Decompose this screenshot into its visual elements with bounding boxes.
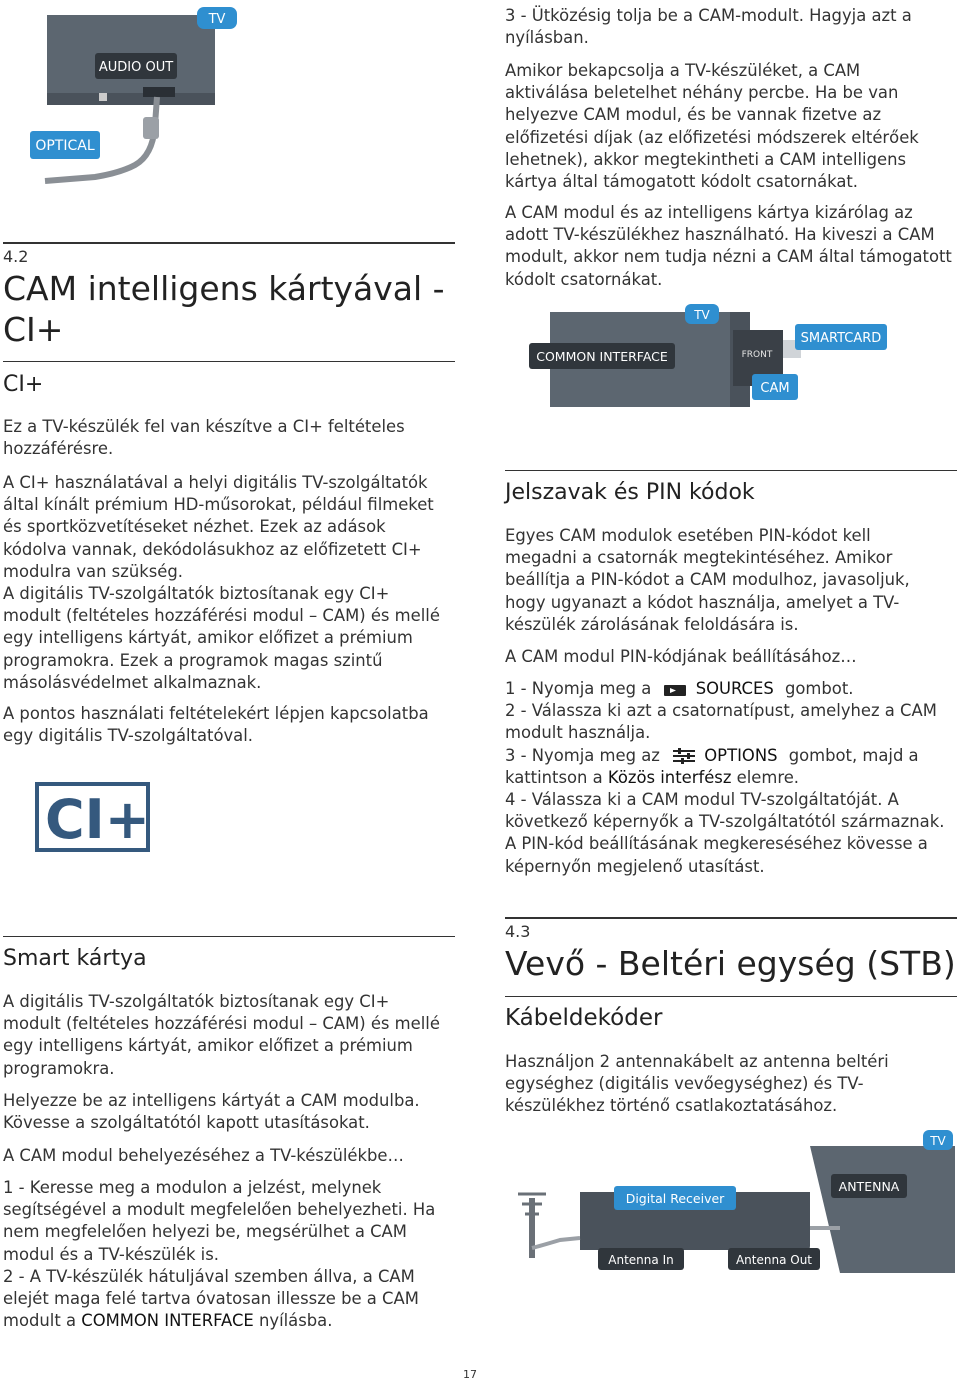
optical-text: OPTICAL bbox=[35, 138, 95, 154]
text-line: lehetnek), akkor megtekintheti a CAM intelligens bbox=[505, 149, 907, 169]
text-line: modul és a TV-készülék is. bbox=[3, 1244, 219, 1264]
text-span: 1 - Nyomja meg a bbox=[505, 679, 652, 698]
cam-step3 bbox=[505, 5, 960, 49]
text-line: adott TV-készülékhez használható. Ha kiveszi a CAM bbox=[505, 225, 935, 245]
common-interface-key: COMMON INTERFACE bbox=[81, 1311, 254, 1331]
section-rule-top bbox=[3, 242, 455, 244]
text-span: kattintson a bbox=[505, 767, 603, 787]
common-interface-menu-key: Közös interfész bbox=[607, 767, 732, 787]
smart-card-p2 bbox=[3, 1090, 463, 1134]
text-line: A CAM modul és az intelligens kártya kizárólag az bbox=[505, 203, 913, 222]
text-line bbox=[3, 1310, 463, 1332]
text-span: nyílásba. bbox=[258, 1311, 333, 1331]
text-line bbox=[505, 767, 960, 789]
text-span: gombot, majd a bbox=[788, 745, 919, 765]
text-line: elejét maga felé tartva óvatosan illessze be a CAM bbox=[3, 1289, 419, 1309]
text-line: másolásvédelmet alkalmaznak. bbox=[3, 672, 262, 692]
text-line: modulra van szükség. bbox=[3, 561, 183, 581]
options-icon bbox=[673, 748, 695, 764]
text-line: 2 - Válassza ki azt a csatornatípust, amelyhez a CAM bbox=[505, 701, 937, 721]
pin-p1 bbox=[505, 525, 960, 636]
text-line: programokra. bbox=[3, 1058, 115, 1078]
text-line: egy intelligens kártyát, amikor előfizet a prémium bbox=[3, 628, 413, 648]
text-line: Egyes CAM modulok esetében PIN-kódot kell bbox=[505, 526, 871, 545]
pin-steps bbox=[505, 678, 960, 878]
text-line: képernyőn megjelenő utasítást. bbox=[505, 856, 765, 876]
smart-card-heading: Smart kártya bbox=[3, 946, 147, 971]
tv-badge-label: TV bbox=[694, 308, 710, 322]
sources-icon bbox=[664, 683, 686, 697]
common-interface-figure bbox=[525, 302, 905, 412]
front-text: FRONT bbox=[741, 350, 773, 360]
text-line: kártya által támogatott kódolt csatornákat. bbox=[505, 172, 859, 192]
text-line: Helyezze be az intelligens kártyát a CAM modulba. bbox=[3, 1091, 420, 1110]
section-rule-bottom bbox=[3, 361, 455, 362]
text-line: segítségével a modult megfelelően behelyezheti. Ha bbox=[3, 1200, 436, 1220]
text-line: egy digitális TV-szolgáltatóval. bbox=[3, 726, 253, 746]
page-number: 17 bbox=[463, 1368, 477, 1381]
optical-plug bbox=[143, 117, 159, 139]
section-4-3-number: 4.3 bbox=[505, 922, 531, 941]
text-line: nyílásban. bbox=[505, 28, 589, 48]
smart-card-step1 bbox=[3, 1177, 463, 1266]
text-line: A CI+ használatával a helyi digitális TV-szolgáltatók bbox=[3, 473, 428, 492]
antenna-in-text: Antenna In bbox=[608, 1253, 674, 1267]
section-4-3-rule-top bbox=[505, 917, 957, 919]
ci-plus-logo bbox=[35, 782, 150, 852]
text-span: gombot. bbox=[785, 679, 854, 698]
common-interface-text: COMMON INTERFACE bbox=[536, 349, 668, 364]
text-line: helyezve CAM modul, és be vannak fizetve az bbox=[505, 105, 882, 125]
text-span: 3 - Nyomja meg az bbox=[505, 745, 660, 765]
text-line: Kövesse a szolgáltatótól kapott utasításokat. bbox=[3, 1113, 370, 1133]
pin-heading: Jelszavak és PIN kódok bbox=[505, 480, 755, 505]
tv-badge-label: TV bbox=[930, 1134, 946, 1148]
section-title-line2: CI+ bbox=[3, 310, 64, 349]
smart-card-p3: A CAM modul behelyezéséhez a TV-készülékbe… bbox=[3, 1146, 404, 1165]
text-line: készülékhez történő csatlakoztatásához. bbox=[505, 1096, 838, 1116]
tv-badge-label: TV bbox=[208, 12, 226, 27]
section-4-3-rule-bottom bbox=[505, 996, 957, 997]
smart-card-p1 bbox=[3, 991, 463, 1080]
text-span: modult a bbox=[3, 1311, 77, 1331]
text-line: modult használja. bbox=[505, 723, 651, 743]
optical-audio-out-figure bbox=[25, 5, 245, 190]
text-line: hogy ugyanazt a kódot használja, amelyet a TV- bbox=[505, 592, 900, 612]
text-line: modult (feltételes hozzáférési modul – CAM) és mellé bbox=[3, 606, 440, 626]
antenna-text: ANTENNA bbox=[838, 1179, 900, 1194]
text-line: A digitális TV-szolgáltatók biztosítanak egy CI+ bbox=[3, 584, 390, 604]
section-title-line1: CAM intelligens kártyával - bbox=[3, 269, 445, 308]
text-line: A PIN-kód beállításának megkereséséhez kövesse a bbox=[505, 834, 928, 854]
options-key: OPTIONS bbox=[704, 745, 778, 765]
text-line: kódolt csatornákat. bbox=[505, 269, 663, 289]
text-line: 3 - Ütközésig tolja be a CAM-modult. Hagyja azt a bbox=[505, 6, 912, 25]
cable-decoder-text bbox=[505, 1051, 960, 1118]
text-line: 1 - Keresse meg a modulon a jelzést, melynek bbox=[3, 1178, 382, 1197]
sources-key: SOURCES bbox=[695, 679, 774, 698]
text-line: A digitális TV-szolgáltatók biztosítanak egy CI+ bbox=[3, 992, 390, 1011]
text-line: egységhez (digitális vevőegységhez) és TV- bbox=[505, 1074, 864, 1094]
cam-activation-text bbox=[505, 60, 960, 193]
text-line: által kínált prémium HD-műsorokat, például filmeket bbox=[3, 495, 434, 515]
text-line: Használjon 2 antennakábelt az antenna beltéri bbox=[505, 1052, 889, 1071]
text-line: készülék zárolásának feloldására is. bbox=[505, 614, 799, 634]
pin-p2: A CAM modul PIN-kódjának beállításához… bbox=[505, 647, 857, 666]
text-line: programokra. Ezek a programok magas szintű bbox=[3, 650, 383, 670]
digital-receiver-figure bbox=[510, 1128, 955, 1278]
ci-plus-logo-text: CI+ bbox=[45, 788, 150, 851]
text-line bbox=[505, 678, 960, 700]
cam-exclusive-text bbox=[505, 202, 960, 291]
cam-text: CAM bbox=[760, 381, 790, 396]
text-line: előfizetési díjak (az előfizetési módszerek eltérőek bbox=[505, 127, 919, 147]
text-line: modult, akkor nem tudja nézni a CAM által támogatott bbox=[505, 247, 952, 267]
section-4-3-title: Vevő - Beltéri egység (STB) bbox=[505, 944, 956, 983]
ci-plus-contact bbox=[3, 703, 463, 747]
ci-plus-heading: CI+ bbox=[3, 372, 44, 397]
text-line: kódolva vannak, dekódolásukhoz az előfizetett CI+ bbox=[3, 539, 422, 559]
ci-plus-body bbox=[3, 472, 463, 694]
optical-port bbox=[143, 87, 175, 97]
text-span: elemre. bbox=[736, 767, 800, 787]
audio-out-text: AUDIO OUT bbox=[98, 60, 174, 75]
text-line bbox=[505, 745, 960, 767]
text-line: következő képernyők a TV-szolgáltatótól származnak. bbox=[505, 812, 945, 832]
text-line: és sportközvetítéseket nézhet. Ezek az adások bbox=[3, 517, 386, 537]
text-line: Amikor bekapcsolja a TV-készüléket, a CAM bbox=[505, 61, 861, 80]
text-line: 4 - Válassza ki a CAM modul TV-szolgáltatóját. A bbox=[505, 790, 899, 810]
pin-rule bbox=[505, 470, 957, 471]
smartcard-text: SMARTCARD bbox=[800, 331, 882, 346]
text-line: aktiválása beletelhet néhány percbe. Ha be van bbox=[505, 83, 899, 103]
text-line: egy intelligens kártyát, amikor előfizet a prémium bbox=[3, 1036, 413, 1056]
text-line: 2 - A TV-készülék hátuljával szemben állva, a CAM bbox=[3, 1267, 415, 1286]
text-line: A pontos használati feltételekért lépjen kapcsolatba bbox=[3, 704, 429, 723]
text-line: megadni a csatornák megtekintéséhez. Amikor bbox=[505, 548, 893, 568]
text-line: modult (feltételes hozzáférési modul – CAM) és mellé bbox=[3, 1014, 440, 1034]
section-number: 4.2 bbox=[3, 247, 29, 266]
digital-receiver-text: Digital Receiver bbox=[625, 1191, 725, 1206]
text-line: beállítja a PIN-kódot a CAM modulhoz, javasoljuk, bbox=[505, 570, 910, 590]
cable-decoder-heading: Kábeldekóder bbox=[505, 1005, 663, 1031]
text-line: nem megfelelően helyezi be, megsérülhet a CAM bbox=[3, 1222, 407, 1242]
ci-plus-intro: Ez a TV-készülék fel van készítve a CI+ feltételes hozzáférésre. bbox=[3, 417, 405, 459]
smart-rule bbox=[3, 936, 455, 937]
smart-card-step2 bbox=[3, 1266, 463, 1333]
antenna-out-text: Antenna Out bbox=[735, 1253, 813, 1267]
